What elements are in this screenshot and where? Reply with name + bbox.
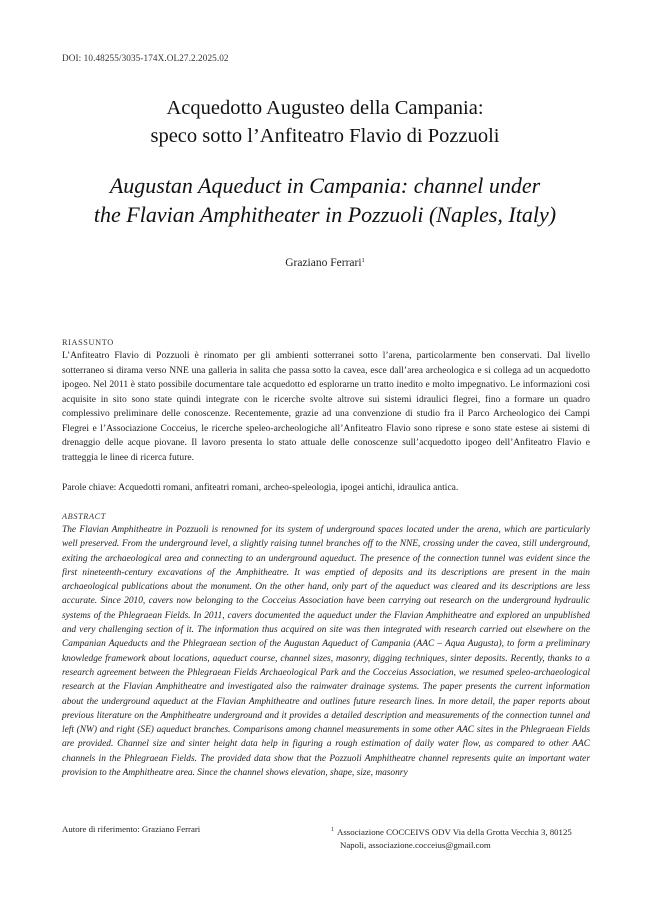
affiliation-footnote-mark: 1	[331, 827, 334, 833]
riassunto-heading: RIASSUNTO	[62, 338, 114, 347]
author-affiliation-mark: 1	[361, 257, 365, 264]
title-english-line-1: Augustan Aqueduct in Campania: channel under	[109, 173, 541, 198]
riassunto-text: L’Anfiteatro Flavio di Pozzuoli è rinomato per gli ambienti sotterranei sotto l’arena, particolarmente ben conservati. Dal livello sotterraneo si dirama verso NNE una galleria in salita che passa sotto la cavea, esce dall’area archeologica e si collega ad un acquedotto ipogeo. Nel 2011 è stato possibile documentare tale acquedotto ed esplorarne un tratto inedito e molto impegnativo. Le informazioni così acquisite in sito sono state quindi integrate con le ricerche svolte altrove sui sistemi idraulici flegrei, fino a formare un quadro complessivo preliminare delle conoscenze. Recentemente, grazie ad una convenzione di studio fra il Parco Archeologico dei Campi Flegrei e l’Associazione Cocceius, le ricerche speleo-archeologiche all’Anfiteatro Flavio sono riprese e sono state estese ai sistemi di drenaggio delle acque piovane. Il lavoro presenta lo stato attuale delle conoscenze sull’acquedotto ipogeo dell’Anfiteatro Flavio e tratteggia le linee di ricerca future.	[62, 350, 590, 463]
keywords: Parole chiave: Acquedotti romani, anfiteatri romani, archeo-speleologia, ipogei antichi, idraulica antica.	[62, 482, 459, 493]
title-italian-line-2: speco sotto l’Anfiteatro Flavio di Pozzuoli	[150, 125, 500, 147]
author	[0, 257, 650, 269]
affiliation-line-2: Napoli, associazione.cocceius@gmail.com	[340, 840, 491, 850]
title-italian	[0, 94, 650, 150]
corresponding-author: Autore di riferimento: Graziano Ferrari	[62, 824, 201, 834]
title-italian-line-1: Acquedotto Augusteo della Campania:	[166, 97, 484, 119]
title-english	[0, 171, 650, 229]
affiliation-line-1: Associazione COCCEIVS ODV Via della Grotta Vecchia 3, 80125	[337, 827, 572, 837]
abstract-text: The Flavian Amphitheatre in Pozzuoli is renowned for its system of underground spaces located under the arena, which are particularly well preserved. From the underground level, a slightly raising tunnel branches off to the NNE, crossing under the cavea, still underground, exiting the archaeological area and connecting to an underground aqueduct. The presence of the connection tunnel was evident since the first nineteenth-century excavations of the Amphitheatre. It was emptied of deposits and its descriptions are present in the main archaeological publications about the monument. On the other hand, only part of the aqueduct was cleared and its descriptions are less accurate. Since 2010, cavers now belonging to the Cocceius Association have been carrying out research on the underground hydraulic systems of the Phlegraean Fields. In 2011, cavers documented the aqueduct under the Flavian Amphitheatre and explored an unpublished and very challenging section of it. The information thus acquired on site was then integrated with research carried out elsewhere on the Campanian Aqueducts and the Phlegraean section of the Augustan Aqueduct of Campania (AAC – Aqua Augusta), to form a preliminary knowledge framework about locations, aqueduct course, channel sizes, masonry, digging techniques, sinter deposits. Recently, thanks to a research agreement between the Phlegraean Fields Archaeological Park and the Cocceius Association, we resumed speleo-archaeological research at the Flavian Amphitheatre and investigated also the rainwater drainage systems. The paper presents the current information about the underground aqueduct at the Flavian Amphitheatre and outlines future research lines. In more detail, the paper reports about previous literature on the Amphitheatre underground and it provides a detailed description and measurements of the connection tunnel and left (NW) and right (SE) aqueduct branches. Comparisons among channel measurements in some other AAC sites in the Phlegraean Fields are provided. Channel size and sinter height data help in figuring a rough estimation of daily water flow, as compared to other AAC channels in the Phlegraean Fields. The provided data show that the Pozzuoli Amphitheatre channel represents quite an important water provision to the Amphitheatre area. Since the channel shows elevation, shape, size, masonry	[62, 525, 590, 779]
author-name: Graziano Ferrari	[285, 257, 362, 269]
abstract-heading: ABSTRACT	[62, 512, 106, 521]
title-english-line-2: the Flavian Amphitheater in Pozzuoli (Naples, Italy)	[93, 202, 557, 227]
doi: DOI: 10.48255/3035-174X.OL27.2.2025.02	[62, 53, 229, 63]
affiliation-footnote	[331, 824, 572, 852]
